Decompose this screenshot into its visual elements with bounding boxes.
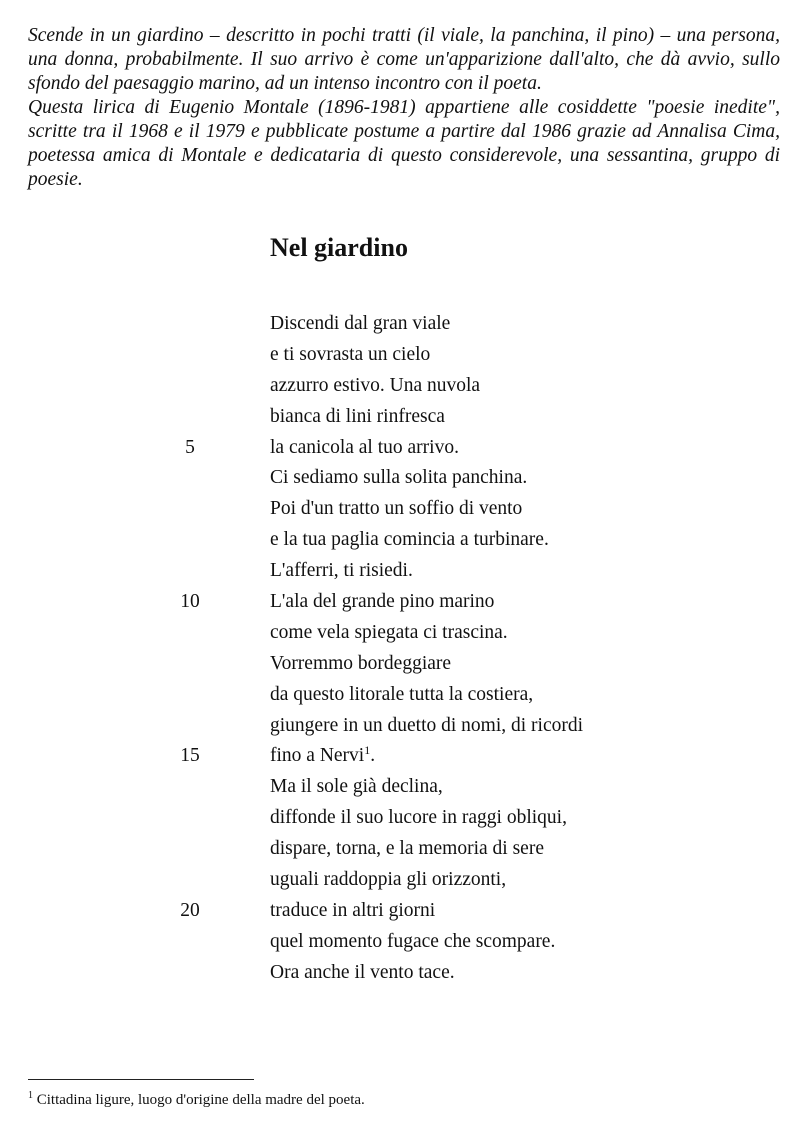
verse-line [0, 772, 800, 803]
verse-line [0, 649, 800, 680]
verse-number: 15 [180, 745, 200, 767]
verse-text [270, 680, 533, 711]
footnote-divider [28, 1079, 254, 1080]
verse-line [0, 680, 800, 711]
footnote [28, 1090, 365, 1110]
verse-line [0, 834, 800, 865]
verse-line [0, 711, 800, 742]
verse-text-content: dispare, torna, e la memoria di sere [270, 838, 544, 860]
verse-text [270, 587, 494, 618]
verse-punctuation: . [370, 745, 376, 767]
introduction [28, 24, 780, 192]
verse-line [0, 556, 800, 587]
verse-text [270, 927, 555, 958]
verse-line [0, 494, 800, 525]
verse-text [270, 772, 443, 803]
verse-line [0, 402, 800, 433]
footnote-marker: 1 [28, 1090, 33, 1101]
verse-text [270, 958, 455, 989]
verse-line [0, 958, 800, 989]
verse-text-content: fino a Nervi [270, 745, 365, 767]
verse-text-content: giungere in un duetto di nomi, di ricordi [270, 714, 584, 736]
verse-text-content: e ti sovrasta un cielo [270, 343, 431, 365]
verse-number: 5 [185, 436, 195, 458]
verse-text [270, 711, 583, 742]
intro-paragraph: Questa lirica di Eugenio Montale (1896-1981) appartiene alle cosiddette "poesie inedite", scritte tra il 1968 e il 1979 e pubblicate postume a partire dal 1986 grazie ad Annalisa Cima, poetessa amica di Montale e dedicataria di questo considerevole, una sessantina, gruppo di poesie. [28, 97, 780, 190]
verse-line [0, 927, 800, 958]
verse-text [270, 309, 450, 340]
verse-text [270, 556, 413, 587]
verse-text-content: diffonde il suo lucore in raggi obliqui, [270, 807, 567, 829]
verse-text-content: la canicola al tuo arrivo. [270, 436, 459, 458]
verse-line [0, 371, 800, 402]
verse-text [270, 865, 506, 896]
verse-line [0, 741, 800, 772]
verse-text [270, 741, 375, 772]
verse-text [270, 371, 480, 402]
verse-text-content: Discendi dal gran viale [270, 313, 451, 334]
verse-text-content: come vela spiegata ci trascina. [270, 621, 508, 643]
verse-text-content: da questo litorale tutta la costiera, [270, 683, 534, 705]
poem-title: Nel giardino [270, 233, 408, 262]
verse-line [0, 340, 800, 371]
verse-text [270, 803, 567, 834]
verse-text [270, 525, 549, 556]
verse-text [270, 402, 445, 433]
verse-text [270, 649, 451, 680]
intro-paragraph: Scende in un giardino – descritto in pochi tratti (il viale, la panchina, il pino) – una persona, una donna, probabilmente. Il suo arrivo è come un'apparizione dall'alto, che dà avvio, sullo sfondo del paesaggio marino, ad un intenso incontro con il poeta. [28, 25, 780, 94]
verse-line [0, 896, 800, 927]
verse-line [0, 463, 800, 494]
verse-text [270, 834, 544, 865]
verse-text-content: quel momento fugace che scompare. [270, 930, 556, 952]
verse-text-content: Poi d'un tratto un soffio di vento [270, 498, 523, 520]
verse-text-content: traduce in altri giorni [270, 899, 436, 921]
verse-line [0, 618, 800, 649]
verse-line [0, 865, 800, 896]
verse-text-content: Vorremmo bordeggiare [270, 652, 452, 674]
verse-text [270, 433, 459, 464]
poem-body [0, 309, 800, 989]
verse-text-content: uguali raddoppia gli orizzonti, [270, 869, 507, 891]
verse-text-content: Ci sediamo sulla solita panchina. [270, 467, 528, 489]
verse-text-content: Ora anche il vento tace. [270, 961, 455, 983]
verse-text [270, 618, 508, 649]
verse-text-content: azzurro estivo. Una nuvola [270, 374, 481, 396]
verse-number: 10 [180, 591, 200, 613]
verse-line [0, 309, 800, 340]
verse-line [0, 803, 800, 834]
verse-text-content: L'ala del grande pino marino [270, 591, 495, 613]
footnote-reference: 1 [364, 743, 371, 758]
verse-text-content: L'afferri, ti risiedi. [270, 560, 413, 582]
verse-text-content: e la tua paglia comincia a turbinare. [270, 529, 549, 551]
verse-text [270, 340, 430, 371]
footnote-text: Cittadina ligure, luogo d'origine della madre del poeta. [36, 1092, 365, 1108]
verse-line [0, 587, 800, 618]
verse-line [0, 433, 800, 464]
verse-text [270, 896, 435, 927]
verse-text [270, 494, 522, 525]
verse-text-content: Ma il sole già declina, [270, 776, 443, 798]
verse-text [270, 463, 527, 494]
verse-text-content: bianca di lini rinfresca [270, 405, 445, 427]
verse-line [0, 525, 800, 556]
verse-number: 20 [180, 899, 200, 921]
